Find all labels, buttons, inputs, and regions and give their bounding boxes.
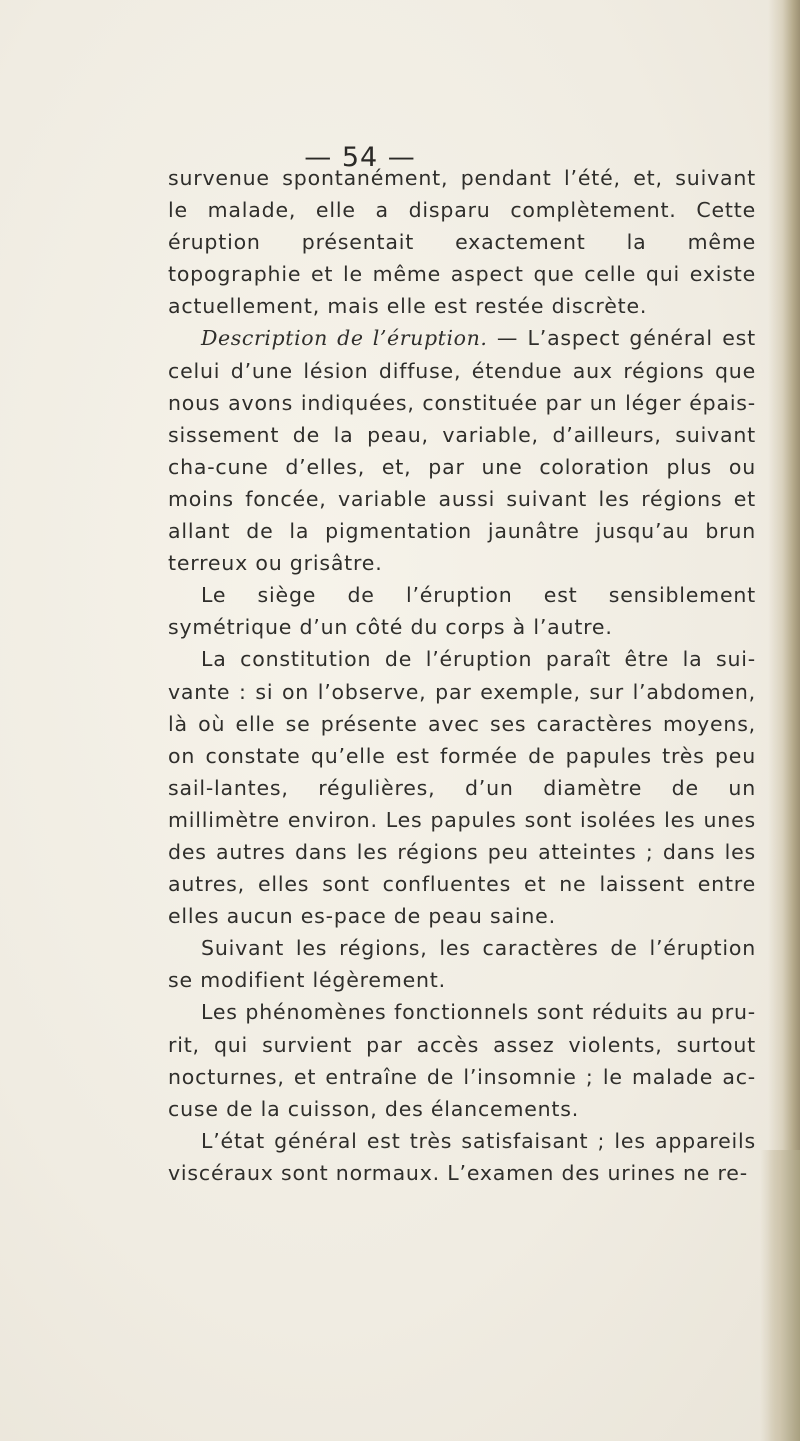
paragraph-1: survenue spontanément, pendant l’été, et, suivant le malade, elle a disparu complètement. Cette éruption présentait exactement la même topographie et le même aspect que celle qui existe actuellement, mais elle est restée discrète.	[168, 166, 756, 319]
paragraph-2	[168, 322, 756, 579]
page-edge-stain	[760, 1150, 800, 1441]
paragraph-5: Suivant les régions, les caractères de l’éruption se modifient légèrement.	[168, 936, 756, 993]
body-text	[168, 162, 756, 1189]
paragraph-4: La constitution de l’éruption paraît être la sui-vante : si on l’observe, par exemple, sur l’abdomen, là où elle se présente avec ses caractères moyens, on constate qu’elle est formée de papules très peu sail-lantes, régulières, d’un diamètre de un millimètre environ. Les papules sont isolées les unes des autres dans les régions peu atteintes ; dans les autres, elles sont confluentes et ne laissent entre elles aucun es-pace de peau saine.	[168, 647, 756, 929]
paragraph-2-body: — L’aspect général est celui d’une lésion diffuse, étendue aux régions que nous avons indiquées, constituée par un léger épais-sissement de la peau, variable, d’ailleurs, suivant cha-cune d’elles, et, par une coloration plus ou moins foncée, variable aussi suivant les régions et allant de la pigmentation jaunâtre jusqu’au brun terreux ou grisâtre.	[168, 326, 756, 576]
page-number: — 54 —	[304, 142, 416, 173]
section-heading: Description de l’éruption.	[201, 326, 488, 351]
paragraph-3: Le siège de l’éruption est sensiblement symétrique d’un côté du corps à l’autre.	[168, 583, 756, 640]
paragraph-6: Les phénomènes fonctionnels sont réduits au pru-rit, qui survient par accès assez violents, surtout nocturnes, et entraîne de l’insomnie ; le malade ac-cuse de la cuisson, des élancements.	[168, 1000, 756, 1121]
paragraph-7: L’état général est très satisfaisant ; les appareils viscéraux sont normaux. L’examen des urines ne re-	[168, 1128, 756, 1185]
